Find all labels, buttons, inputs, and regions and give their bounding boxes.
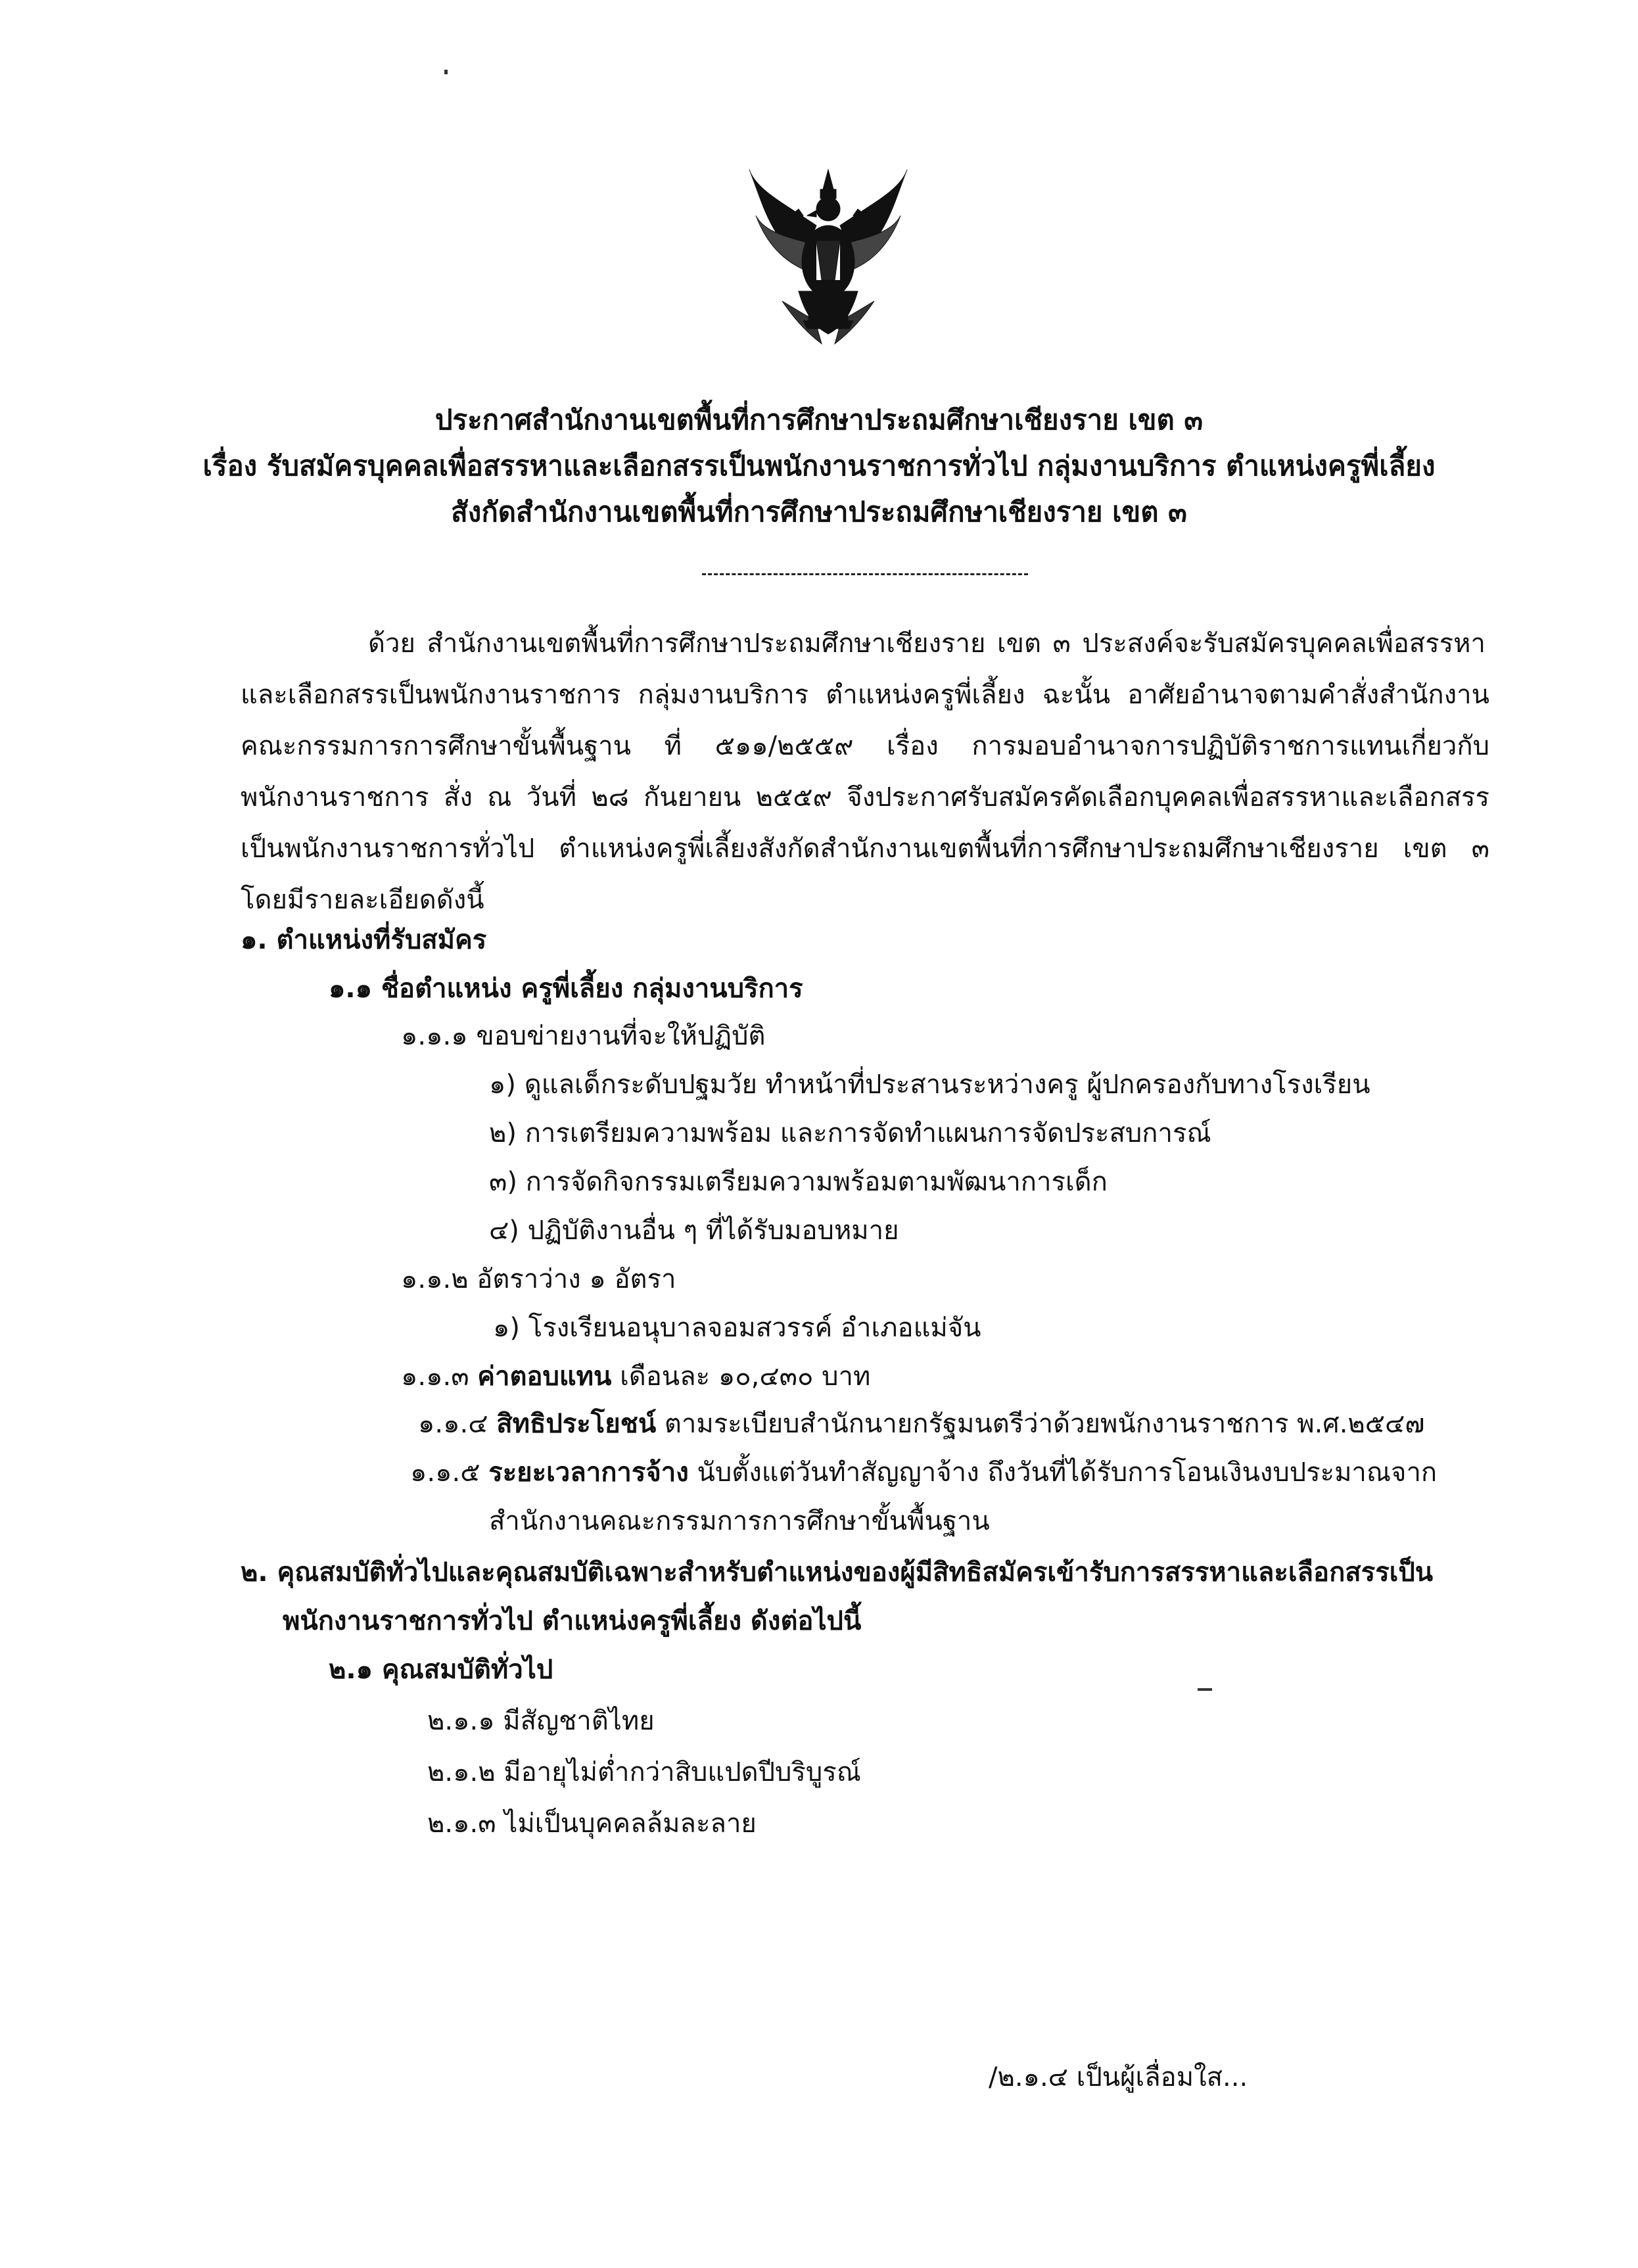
section-1-1-5 [410,1459,1437,1486]
benefits-value: ตามระเบียบสำนักนายกรัฐมนตรีว่าด้วยพนักงานราชการ พ.ศ.๒๕๔๗ [664,1409,1425,1439]
announcement-title: ประกาศสำนักงานเขตพื้นที่การศึกษาประถมศึกษาเชียงราย เขต ๓ [434,404,1204,436]
compensation-label: ค่าตอบแทน [477,1361,612,1392]
qualification-item: ๒.๑.๑ มีสัญชาติไทย [427,1706,655,1736]
intro-line-1: ด้วย สำนักงานเขตพื้นที่การศึกษาประถมศึกษาเชียงราย เขต ๓ ประสงค์จะรับสมัครบุคคลเพื่อสรรหา [368,628,1486,659]
intro-line-2: และเลือกสรรเป็นพนักงานราชการ กลุ่มงานบริการ ตำแหน่งครูพี่เลี้ยง ฉะนั้น อาศัยอำนาจตามคำสั่งสำนักงาน [241,680,1489,710]
employment-period-value: นับตั้งแต่วันทำสัญญาจ้าง ถึงวันที่ได้รับการโอนเงินงบประมาณจาก [697,1457,1438,1488]
page-continuation: /๒.๑.๔ เป็นผู้เลื่อมใส... [989,2062,1248,2092]
qualification-item: ๒.๑.๓ ไม่เป็นบุคคลล้มละลาย [427,1808,757,1839]
intro-line-6: โดยมีรายละเอียดดังนี้ [241,885,484,915]
scan-speck [444,70,448,74]
section-2-1-heading: ๒.๑ คุณสมบัติทั่วไป [329,1655,553,1685]
announcement-affiliation: สังกัดสำนักงานเขตพื้นที่การศึกษาประถมศึกษาเชียงราย เขต ๓ [451,496,1187,528]
duty-item: ๒) การเตรียมความพร้อม และการจัดทำแผนการจัดประสบการณ์ [489,1118,1211,1148]
employment-period-label: ระยะเวลาการจ้าง [488,1457,689,1488]
title-divider [702,573,1028,575]
benefits-label: สิทธิประโยชน์ [496,1409,657,1439]
compensation-value: เดือนละ ๑๐,๔๓๐ บาท [620,1361,871,1392]
intro-line-3: คณะกรรมการการศึกษาขั้นพื้นฐาน ที่ ๕๑๑/๒๕๕๙ เรื่อง การมอบอำนาจการปฏิบัติราชการแทนเกี่ยวกับ [241,731,1489,761]
section-number: ๑.๑.๕ [410,1457,480,1488]
duty-item: ๓) การจัดกิจกรรมเตรียมความพร้อมตามพัฒนาการเด็ก [489,1167,1108,1197]
section-1-1-5-continuation: สำนักงานคณะกรรมการการศึกษาขั้นพื้นฐาน [489,1506,990,1536]
intro-line-5: เป็นพนักงานราชการทั่วไป ตำแหน่งครูพี่เลี้ยงสังกัดสำนักงานเขตพื้นที่การศึกษาประถมศึกษาเชียงราย เขต ๓ [241,834,1489,864]
announcement-subject: เรื่อง รับสมัครบุคคลเพื่อสรรหาและเลือกสรรเป็นพนักงานราชการทั่วไป กลุ่มงานบริการ ตำแหน่งครูพี่เลี้ยง [202,450,1436,482]
section-1-1-3 [401,1363,870,1390]
qualification-item: ๒.๑.๒ มีอายุไม่ต่ำกว่าสิบแปดปีบริบูรณ์ [427,1757,861,1787]
section-1-1-1: ๑.๑.๑ ขอบข่ายงานที่จะให้ปฏิบัติ [401,1021,766,1051]
section-1-1-2: ๑.๑.๒ อัตราว่าง ๑ อัตรา [401,1264,676,1294]
duty-item: ๔) ปฏิบัติงานอื่น ๆ ที่ได้รับมอบหมาย [489,1216,899,1246]
section-1-1-heading: ๑.๑ ชื่อตำแหน่ง ครูพี่เลี้ยง กลุ่มงานบริการ [329,974,803,1004]
section-number: ๑.๑.๔ [418,1409,488,1439]
section-1-heading: ๑. ตำแหน่งที่รับสมัคร [241,925,487,955]
intro-line-4: พนักงานราชการ สั่ง ณ วันที่ ๒๘ กันยายน ๒๕๕๙ จึงประกาศรับสมัครคัดเลือกบุคคลเพื่อสรรหาและเลือกสรร [241,782,1489,813]
section-2-heading-line-1: ๒. คุณสมบัติทั่วไปและคุณสมบัติเฉพาะสำหรับตำแหน่งของผู้มีสิทธิสมัครเข้ารับการสรรหาและเลือกสรรเป็น [241,1557,1434,1588]
school-item: ๑) โรงเรียนอนุบาลจอมสวรรค์ อำเภอแม่จัน [493,1313,981,1343]
section-number: ๑.๑.๓ [401,1361,469,1392]
section-2-heading-line-2: พนักงานราชการทั่วไป ตำแหน่งครูพี่เลี้ยง ดังต่อไปนี้ [283,1606,862,1636]
section-1-1-4 [418,1411,1424,1437]
duty-item: ๑) ดูแลเด็กระดับปฐมวัย ทำหน้าที่ประสานระหว่างครู ผู้ปกครองกับทางโรงเรียน [489,1070,1370,1100]
garuda-emblem-icon [743,163,914,354]
scan-speck [1198,1688,1212,1691]
